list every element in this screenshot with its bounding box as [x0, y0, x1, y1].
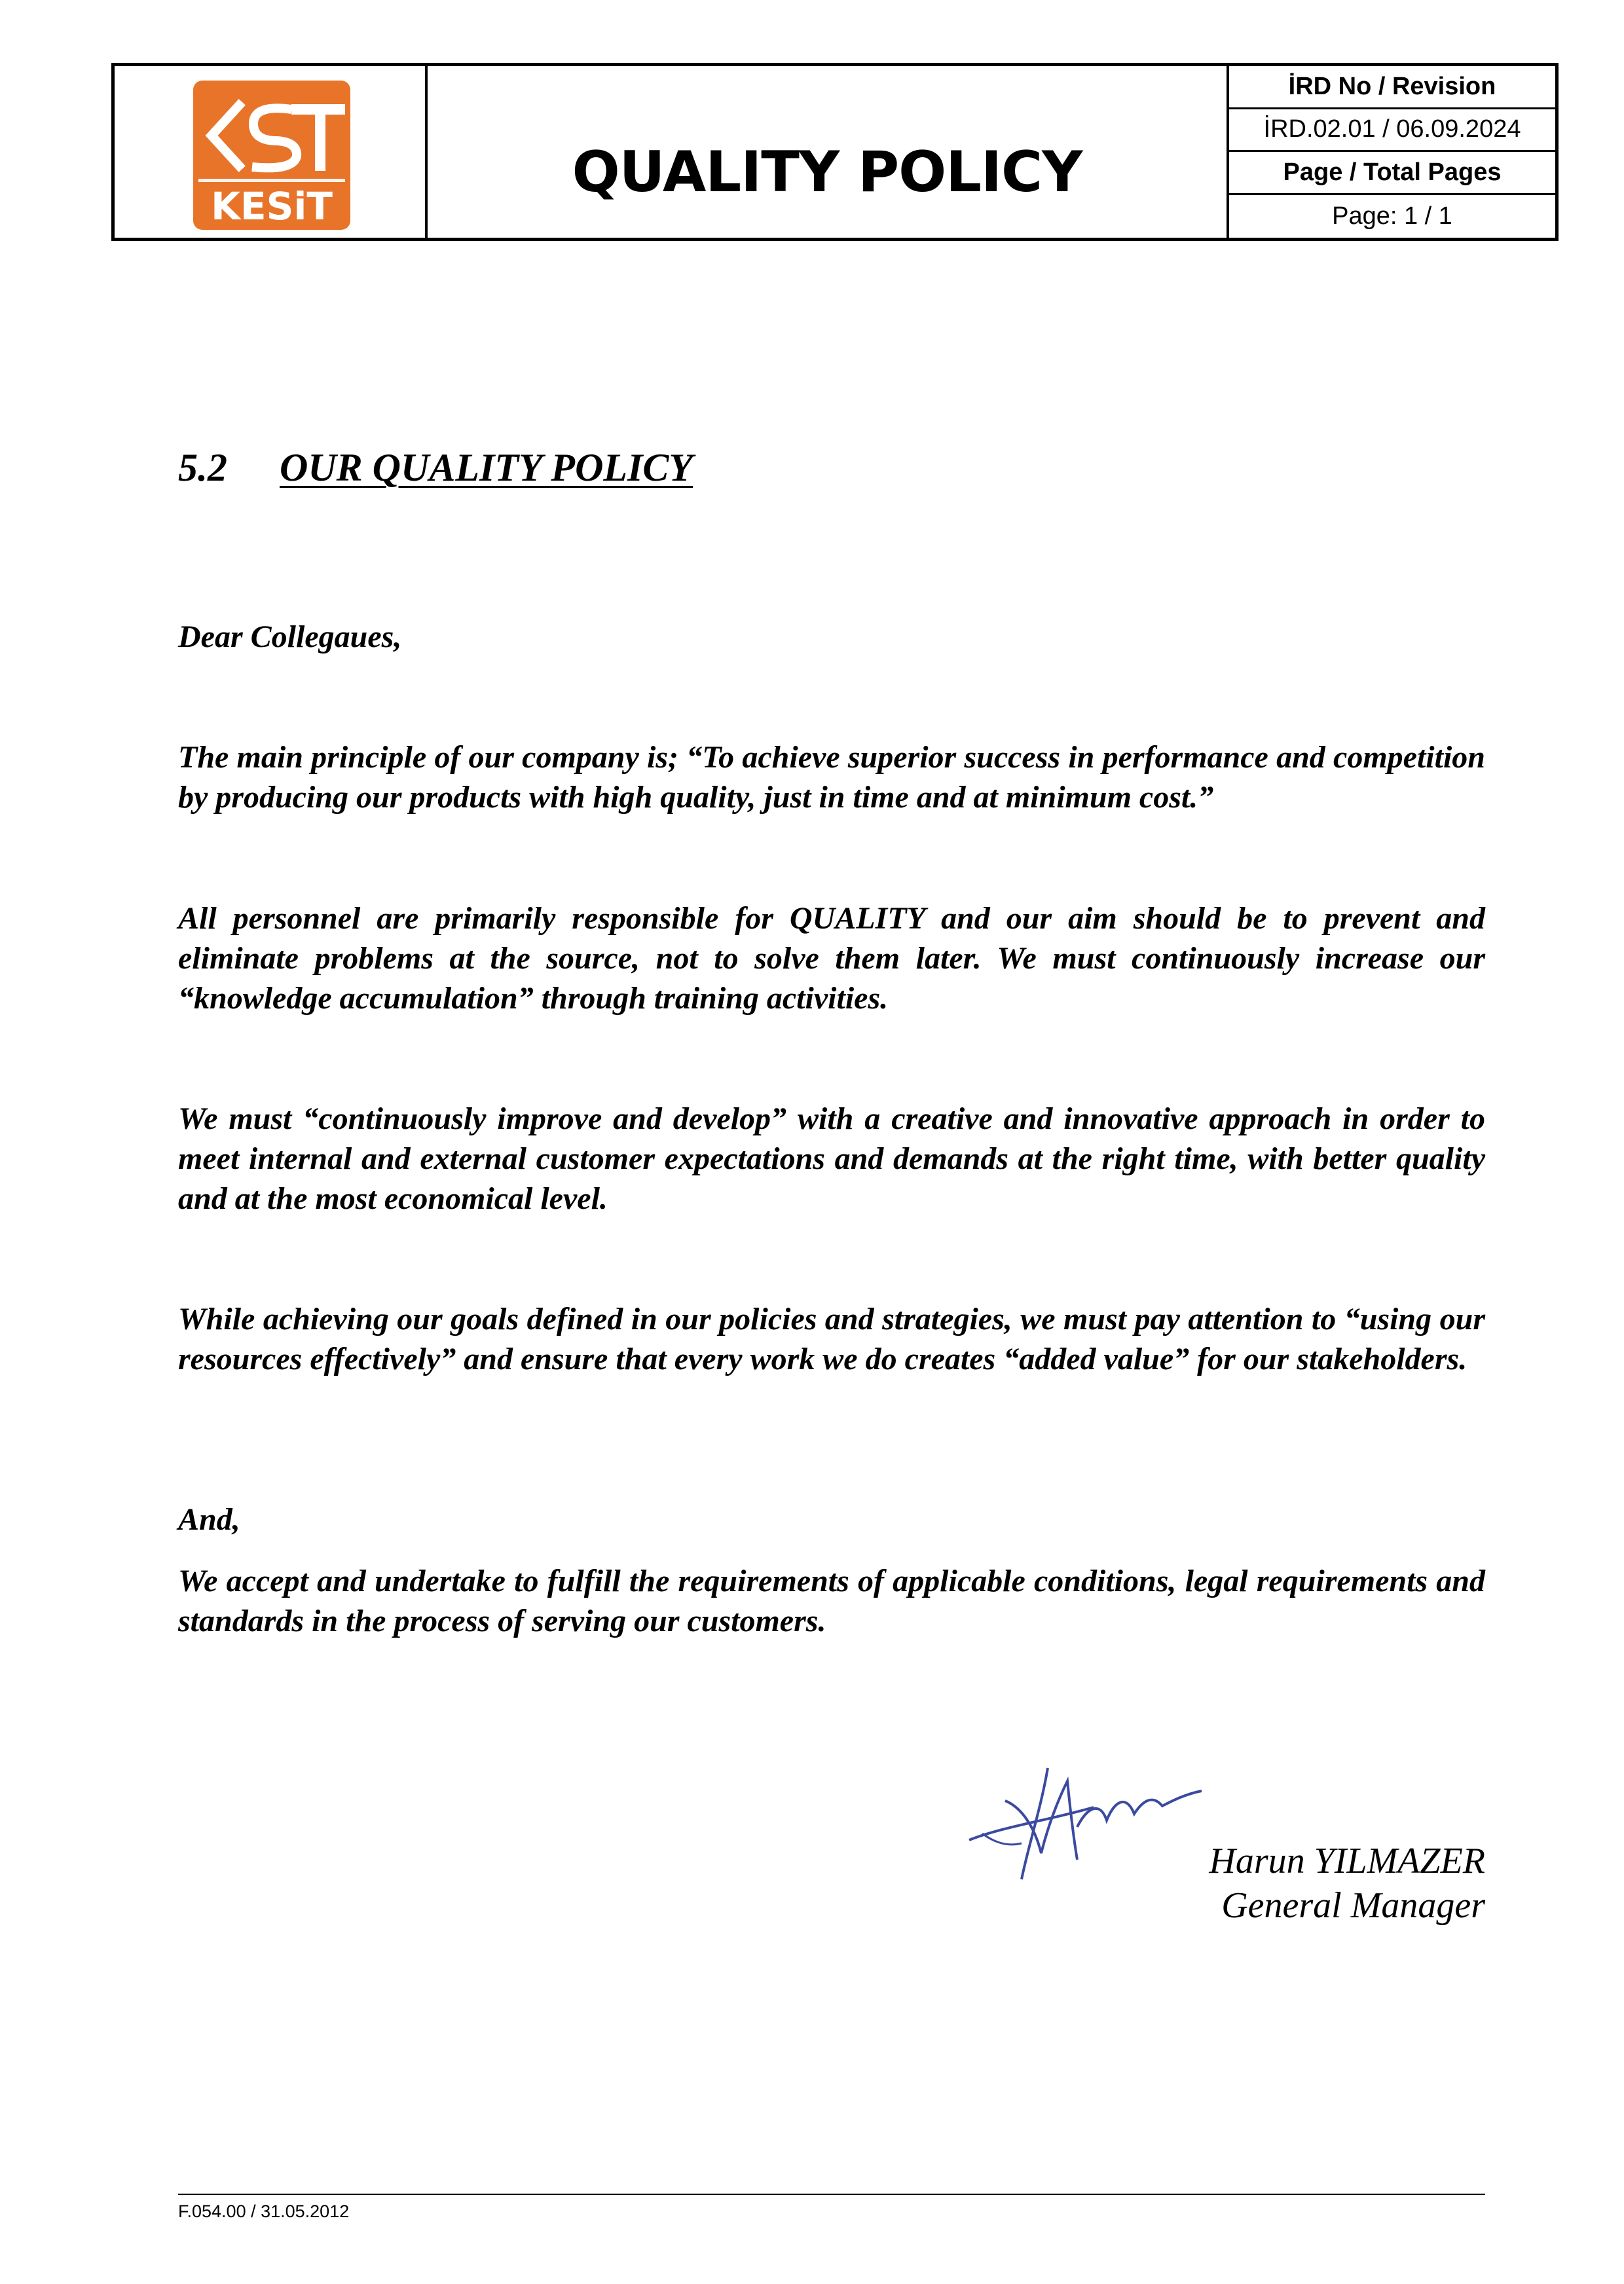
- signatory-title: General Manager: [1221, 1885, 1485, 1926]
- doc-number-label: İRD No / Revision: [1229, 66, 1555, 109]
- handwritten-signature: [943, 1729, 1218, 1886]
- section-title: OUR QUALITY POLICY: [280, 446, 693, 489]
- paragraph-and: And,: [178, 1502, 240, 1537]
- document-title: QUALITY POLICY: [572, 139, 1082, 205]
- signatory: [1209, 1839, 1485, 1928]
- page-count-value: Page: 1 / 1: [1332, 202, 1452, 230]
- paragraph-commitment: We accept and undertake to fulfill the requirements of applicable conditions, legal requirements and standards in the process of serving our customers.: [178, 1564, 1485, 1638]
- form-code: F.054.00 / 31.05.2012: [178, 2201, 350, 2221]
- paragraph-improvement: We must “continuously improve and develop” with a creative and innovative approach in order to meet internal and external customer expectations and demands at the right time, with better quality and at the most economical level.: [178, 1101, 1485, 1216]
- logo-cell: [115, 66, 428, 238]
- paragraph-responsibility: All personnel are primarily responsible for QUALITY and our aim should be to prevent and eliminate problems at the source, not to solve them later. We must continuously increase our “knowledge accumulation” through training activities.: [178, 901, 1485, 1016]
- document-meta: [1227, 66, 1555, 238]
- section-heading: [178, 445, 693, 490]
- footer-divider: [178, 2194, 1485, 2195]
- salutation: Dear Collegaues,: [178, 619, 402, 654]
- page-count-label: Page / Total Pages: [1229, 152, 1555, 195]
- title-cell: [428, 66, 1227, 238]
- kesit-logo: [193, 81, 350, 230]
- paragraph-resources: While achieving our goals defined in our policies and strategies, we must pay attention to “using our resources effectively” and ensure that every work we do creates “added value” for our stakeholders.: [178, 1302, 1485, 1376]
- svg-text:KESiT: KESiT: [211, 184, 333, 229]
- doc-number-value: İRD.02.01 / 06.09.2024: [1229, 109, 1555, 153]
- document-header: [111, 63, 1559, 241]
- paragraph-principle: The main principle of our company is; “To achieve superior success in performance and competition by producing our products with high quality, just in time and at minimum cost.”: [178, 740, 1485, 815]
- section-number: 5.2: [178, 446, 227, 489]
- signatory-name: Harun YILMAZER: [1209, 1841, 1485, 1881]
